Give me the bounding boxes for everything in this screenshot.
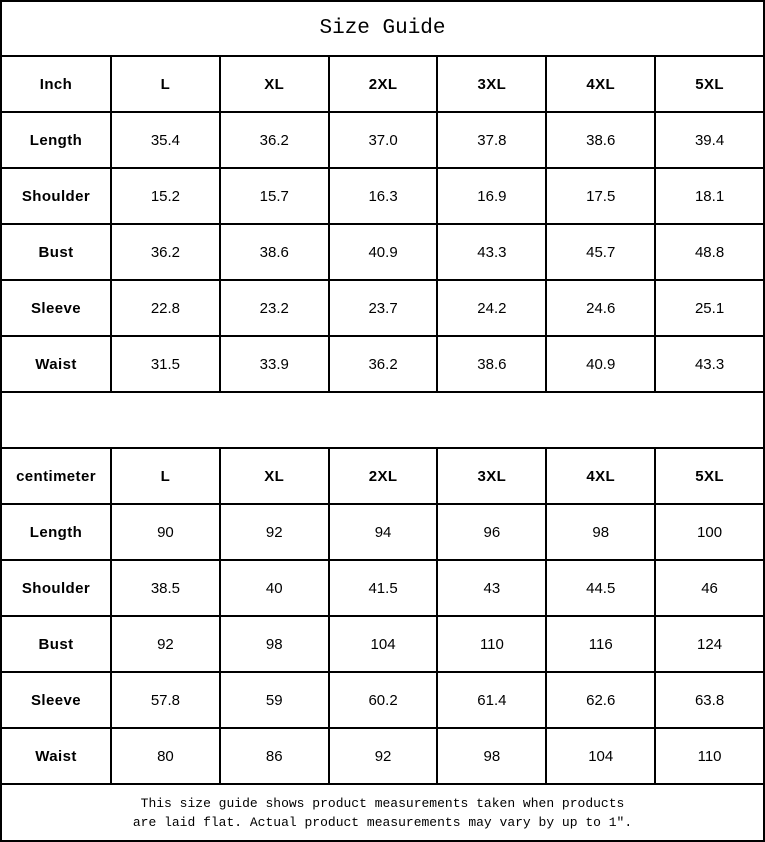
cm-bust-value: 110 [437,616,546,672]
cm-size-header-4xl: 4XL [546,448,655,504]
cm-length-label: Length [1,504,111,560]
inch-length-value: 38.6 [546,112,655,168]
cm-bust-value: 98 [220,616,329,672]
cm-sleeve-value: 59 [220,672,329,728]
inch-bust-value: 38.6 [220,224,329,280]
inch-waist-value: 38.6 [437,336,546,392]
cm-sleeve-value: 60.2 [329,672,438,728]
cm-sleeve-label: Sleeve [1,672,111,728]
inch-sleeve-value: 24.2 [437,280,546,336]
inch-sleeve-label: Sleeve [1,280,111,336]
inch-shoulder-value: 16.3 [329,168,438,224]
table-row [1,112,764,168]
cm-shoulder-value: 44.5 [546,560,655,616]
inch-shoulder-value: 18.1 [655,168,764,224]
cm-waist-value: 80 [111,728,220,784]
cm-size-header-5xl: 5XL [655,448,764,504]
cm-bust-value: 104 [329,616,438,672]
inch-shoulder-value: 16.9 [437,168,546,224]
inch-length-value: 37.0 [329,112,438,168]
cm-length-value: 92 [220,504,329,560]
cm-shoulder-value: 41.5 [329,560,438,616]
inch-size-header-5xl: 5XL [655,56,764,112]
inch-size-header-3xl: 3XL [437,56,546,112]
cm-waist-value: 110 [655,728,764,784]
table-row [1,560,764,616]
inch-size-header-xl: XL [220,56,329,112]
cm-length-value: 90 [111,504,220,560]
inch-size-header-2xl: 2XL [329,56,438,112]
cm-size-header-3xl: 3XL [437,448,546,504]
cm-length-value: 98 [546,504,655,560]
cm-size-header-xl: XL [220,448,329,504]
inch-bust-value: 48.8 [655,224,764,280]
inch-waist-value: 40.9 [546,336,655,392]
inch-size-header-4xl: 4XL [546,56,655,112]
table-row [1,280,764,336]
cm-length-value: 100 [655,504,764,560]
cm-shoulder-value: 43 [437,560,546,616]
inch-shoulder-value: 15.2 [111,168,220,224]
inch-length-value: 35.4 [111,112,220,168]
inch-sleeve-value: 23.2 [220,280,329,336]
table-row [1,672,764,728]
table-row [1,728,764,784]
inch-shoulder-value: 15.7 [220,168,329,224]
footer-note-line1: This size guide shows product measurements taken when products [140,795,625,811]
inch-waist-value: 33.9 [220,336,329,392]
table-row [1,336,764,392]
table-row [1,504,764,560]
cm-size-header-l: L [111,448,220,504]
cm-waist-value: 86 [220,728,329,784]
cm-shoulder-value: 40 [220,560,329,616]
cm-bust-value: 116 [546,616,655,672]
cm-unit-header: centimeter [1,448,111,504]
table-row [1,224,764,280]
cm-bust-value: 124 [655,616,764,672]
cm-waist-value: 92 [329,728,438,784]
inch-waist-value: 31.5 [111,336,220,392]
inch-shoulder-label: Shoulder [1,168,111,224]
inch-waist-value: 43.3 [655,336,764,392]
inch-bust-value: 45.7 [546,224,655,280]
inch-shoulder-value: 17.5 [546,168,655,224]
inch-length-value: 37.8 [437,112,546,168]
inch-length-label: Length [1,112,111,168]
inch-bust-value: 43.3 [437,224,546,280]
inch-unit-header: Inch [1,56,111,112]
inch-size-header-l: L [111,56,220,112]
inch-sleeve-value: 22.8 [111,280,220,336]
cm-shoulder-label: Shoulder [1,560,111,616]
inch-bust-label: Bust [1,224,111,280]
inch-waist-label: Waist [1,336,111,392]
inch-bust-value: 40.9 [329,224,438,280]
cm-shoulder-value: 46 [655,560,764,616]
footer-note-line2: are laid flat. Actual product measurements may vary by up to 1″. [132,814,633,830]
section-spacer [1,392,764,448]
cm-length-value: 96 [437,504,546,560]
cm-shoulder-value: 38.5 [111,560,220,616]
inch-sleeve-value: 23.7 [329,280,438,336]
cm-waist-label: Waist [1,728,111,784]
inch-sleeve-value: 24.6 [546,280,655,336]
cm-waist-value: 98 [437,728,546,784]
inch-bust-value: 36.2 [111,224,220,280]
cm-bust-label: Bust [1,616,111,672]
footer-note [1,784,764,841]
cm-sleeve-value: 57.8 [111,672,220,728]
cm-sleeve-value: 63.8 [655,672,764,728]
inch-sleeve-value: 25.1 [655,280,764,336]
inch-length-value: 36.2 [220,112,329,168]
inch-waist-value: 36.2 [329,336,438,392]
cm-sleeve-value: 62.6 [546,672,655,728]
page-title: Size Guide [1,1,764,56]
cm-size-header-2xl: 2XL [329,448,438,504]
inch-length-value: 39.4 [655,112,764,168]
cm-waist-value: 104 [546,728,655,784]
cm-sleeve-value: 61.4 [437,672,546,728]
table-row [1,168,764,224]
cm-length-value: 94 [329,504,438,560]
cm-bust-value: 92 [111,616,220,672]
table-row [1,616,764,672]
